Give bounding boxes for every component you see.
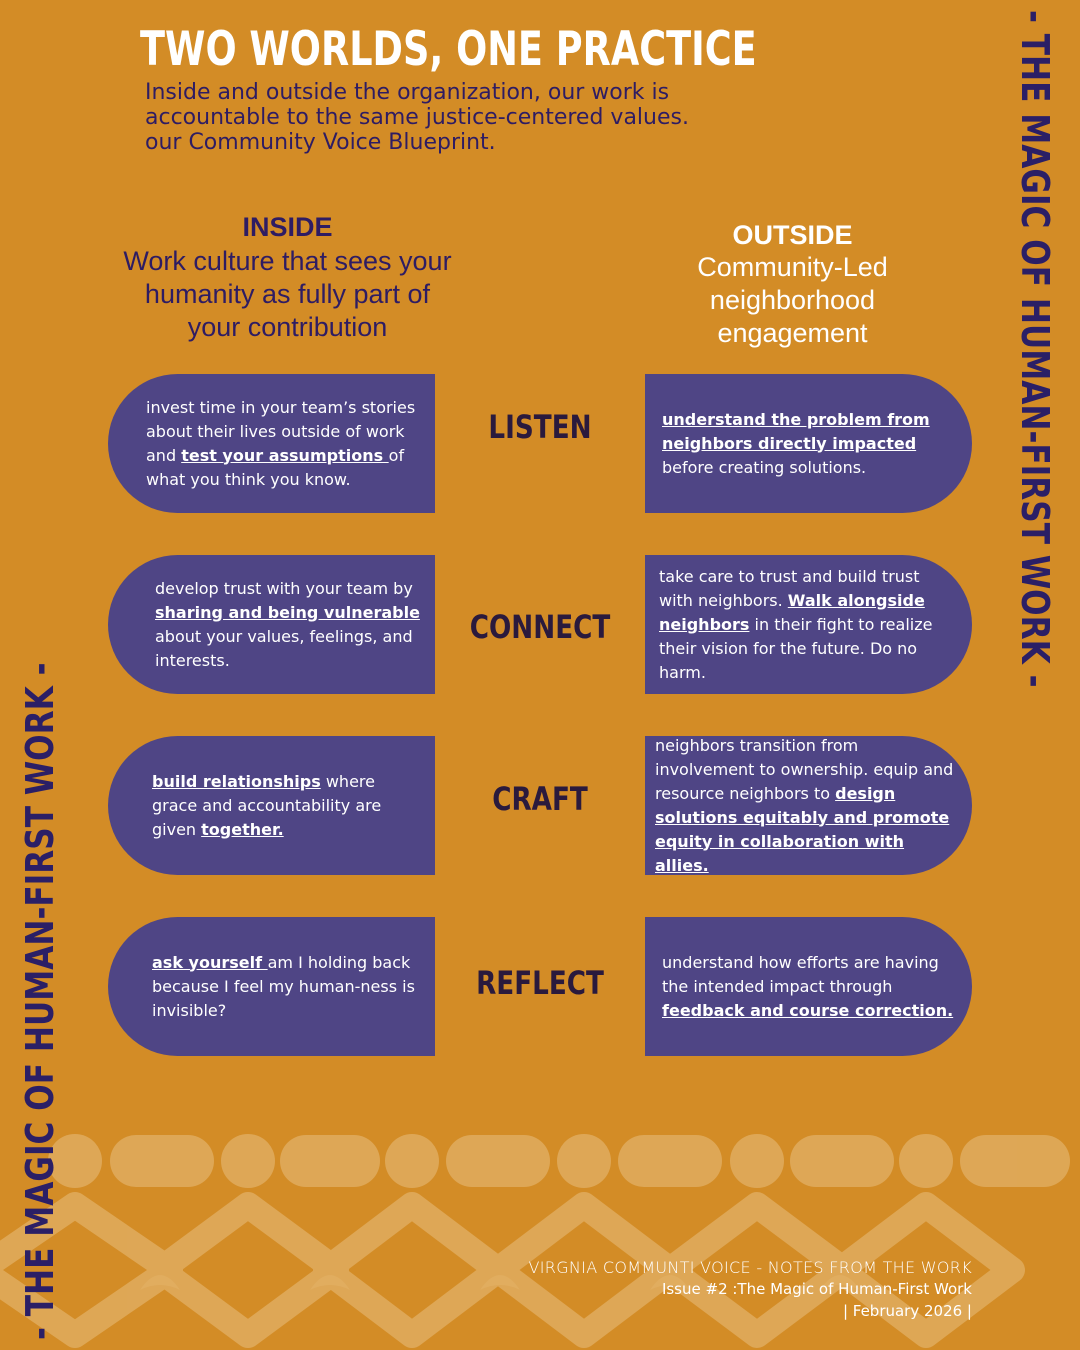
outside-card-reflect <box>645 917 972 1056</box>
emphasis-text: feedback and course correction. <box>662 1000 954 1020</box>
inside-card-text <box>155 577 425 673</box>
body-text: develop trust with your team by <box>155 578 413 598</box>
outside-card-connect <box>645 555 972 694</box>
page-title: TWO WORLDS, ONE PRACTICE <box>140 22 757 77</box>
emphasis-text: Walk alongside neighbors <box>659 590 925 634</box>
inside-subtitle: Work culture that sees your humanity as fully part of your contribution <box>123 246 452 342</box>
emphasis-text: understand the problem from neighbors directly impacted <box>662 409 930 453</box>
emphasis-text: ask yourself <box>152 952 268 972</box>
body-text: about your values, feelings, and interests. <box>155 626 413 670</box>
emphasis-text: sharing and being vulnerable <box>155 602 420 622</box>
body-text: am I holding back because I feel my human-ness is invisible? <box>152 952 415 1020</box>
body-text: neighbors transition from involvement to ownership. equip and resource neighbors to <box>655 735 954 803</box>
footer-date: | February 2026 | <box>842 1302 972 1320</box>
inside-card-text <box>146 396 425 492</box>
body-text: in their fight to realize their vision for the future. Do no harm. <box>659 614 933 682</box>
body-text: of what you think you know. <box>146 445 405 489</box>
row-label-reflect: REFLECT <box>476 964 604 1002</box>
emphasis-text: design solutions equitably and promote equity in collaboration with allies. <box>655 783 950 875</box>
outside-card-text <box>659 565 956 685</box>
body-text: take care to trust and build trust with neighbors. <box>659 566 920 610</box>
inside-heading: INSIDE <box>242 212 333 242</box>
inside-card-text <box>152 951 425 1023</box>
outside-card-craft <box>645 736 972 875</box>
inside-column-header <box>120 212 455 344</box>
row-label-craft: CRAFT <box>492 780 588 818</box>
side-banner-right: - THE MAGIC OF HUMAN-FIRST WORK - <box>1013 10 1057 688</box>
inside-card-craft <box>108 736 435 875</box>
body-text: understand how efforts are having the intended impact through <box>662 952 939 996</box>
outside-card-text <box>662 408 956 480</box>
row-label-listen: LISTEN <box>488 408 592 446</box>
inside-card-connect <box>108 555 435 694</box>
outside-column-header <box>640 220 945 350</box>
outside-card-text <box>655 734 962 878</box>
outside-heading: OUTSIDE <box>732 220 853 250</box>
row-label-connect: CONNECT <box>469 608 611 646</box>
inside-card-reflect <box>108 917 435 1056</box>
outside-card-listen <box>645 374 972 513</box>
inside-card-text <box>152 770 425 842</box>
footer-publication: VIRGNIA COMMUNTI VOICE - NOTES FROM THE WORK <box>528 1258 972 1277</box>
body-text: invest time in your team’s stories about their lives outside of work and <box>146 397 416 465</box>
emphasis-text: build relationships <box>152 771 321 791</box>
outside-subtitle: Community-Led neighborhood engagement <box>697 252 888 348</box>
footer-issue: Issue #2 :The Magic of Human-First Work <box>661 1280 972 1298</box>
intro-text: Inside and outside the organization, our work is accountable to the same justice-centered values. our Community Voice Blueprint. <box>145 80 689 155</box>
footer <box>529 1258 972 1322</box>
emphasis-text: together. <box>201 819 284 839</box>
emphasis-text: test your assumptions <box>181 445 389 465</box>
inside-card-listen <box>108 374 435 513</box>
body-text: where grace and accountability are given <box>152 771 382 839</box>
body-text: before creating solutions. <box>662 457 867 477</box>
side-banner-left: - THE MAGIC OF HUMAN-FIRST WORK - <box>18 662 62 1340</box>
outside-card-text <box>662 951 956 1023</box>
